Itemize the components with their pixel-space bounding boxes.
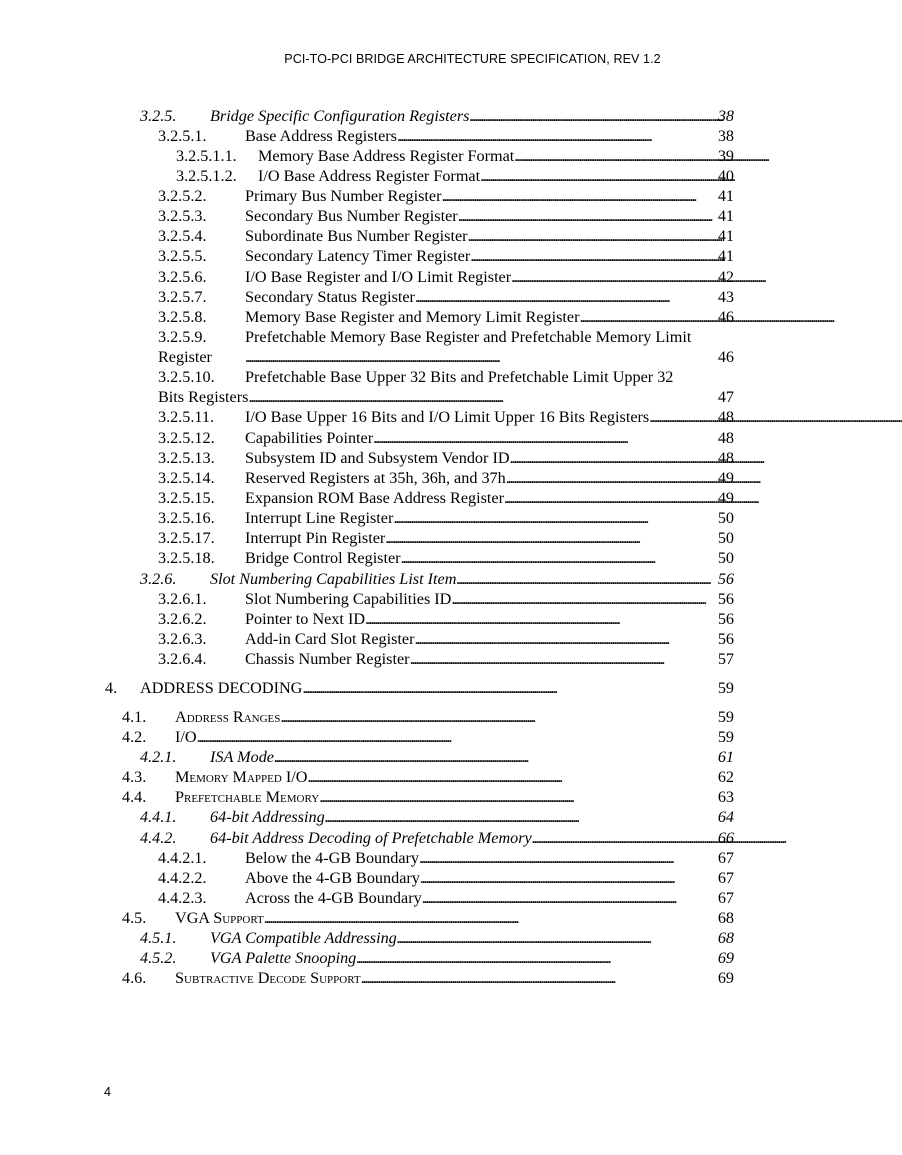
toc-entry-number: 3.2.5.12. bbox=[158, 429, 215, 447]
toc-entry-title: Across the 4-GB Boundary bbox=[245, 889, 422, 907]
toc-leader bbox=[470, 246, 717, 266]
toc-leader bbox=[274, 747, 717, 767]
toc-entry-title: Expansion ROM Base Address Register bbox=[245, 489, 504, 507]
toc-entry-title: VGA Palette Snooping bbox=[210, 949, 357, 967]
toc-entry-number: 3.2.5.18. bbox=[158, 549, 215, 567]
toc-entry-title: Memory Mapped I/O bbox=[175, 768, 308, 786]
toc-entry[interactable] bbox=[158, 287, 734, 307]
toc-entry-page: 48 bbox=[717, 408, 734, 426]
toc-entry-page: 66 bbox=[717, 829, 734, 847]
toc-leader bbox=[458, 206, 717, 226]
toc-entry-title: Slot Numbering Capabilities ID bbox=[245, 590, 452, 608]
toc-entry[interactable] bbox=[176, 146, 734, 166]
toc-entry[interactable] bbox=[158, 468, 734, 488]
toc-entry-number: 3.2.6.1. bbox=[158, 590, 207, 608]
toc-entry-title: Above the 4-GB Boundary bbox=[245, 869, 420, 887]
toc-entry-number: 3.2.6. bbox=[140, 570, 177, 588]
toc-leader bbox=[415, 287, 717, 307]
toc-entry[interactable] bbox=[158, 848, 734, 868]
toc-leader bbox=[401, 548, 717, 568]
toc-entry[interactable] bbox=[140, 106, 734, 126]
toc-entry-number: 4.4.1. bbox=[140, 808, 177, 826]
toc-entry-number: 3.2.5.1.1. bbox=[176, 147, 237, 165]
toc-entry-number: 4.4.2.1. bbox=[158, 849, 207, 867]
toc-leader bbox=[510, 448, 717, 468]
toc-entry-page: 67 bbox=[717, 869, 734, 887]
toc-entry-title: Interrupt Line Register bbox=[245, 509, 394, 527]
page-number: 4 bbox=[104, 1085, 111, 1099]
toc-entry-title: Add-in Card Slot Register bbox=[245, 630, 415, 648]
toc-entry-page: 41 bbox=[717, 227, 734, 245]
toc-entry-page: 59 bbox=[717, 679, 734, 697]
toc-entry-page: 59 bbox=[717, 728, 734, 746]
toc-entry[interactable] bbox=[158, 629, 734, 649]
toc-entry-number: 3.2.5.6. bbox=[158, 268, 207, 286]
toc-entry-page: 68 bbox=[717, 929, 734, 947]
toc-entry-number: 3.2.5.16. bbox=[158, 509, 215, 527]
toc-leader bbox=[504, 488, 717, 508]
toc-leader bbox=[245, 347, 717, 367]
toc-entry-page: 57 bbox=[717, 650, 734, 668]
toc-entry-number: 4.2. bbox=[122, 728, 147, 746]
toc-entry-page: 50 bbox=[717, 529, 734, 547]
toc-leader bbox=[506, 468, 717, 488]
toc-leader bbox=[397, 928, 717, 948]
toc-entry-title: Subordinate Bus Number Register bbox=[245, 227, 468, 245]
toc-entry-page: 69 bbox=[717, 949, 734, 967]
toc-leader bbox=[365, 609, 717, 629]
toc-entry[interactable] bbox=[158, 448, 734, 468]
toc-entry-title: VGA Compatible Addressing bbox=[210, 929, 397, 947]
toc-entry-page: 69 bbox=[717, 969, 734, 987]
toc-entry-number: 4.2.1. bbox=[140, 748, 177, 766]
toc-entry-title: ADDRESS DECODING bbox=[140, 679, 303, 697]
toc-entry-wrapped-second-line[interactable] bbox=[158, 347, 734, 367]
toc-entry-number: 3.2.5.5. bbox=[158, 247, 207, 265]
toc-leader bbox=[532, 828, 717, 848]
toc-entry[interactable] bbox=[158, 226, 734, 246]
toc-leader bbox=[325, 807, 717, 827]
toc-entry-title: ISA Mode bbox=[210, 748, 274, 766]
toc-entry[interactable] bbox=[158, 488, 734, 508]
toc-leader bbox=[356, 948, 717, 968]
toc-entry-wrapped-first-line[interactable] bbox=[158, 367, 673, 387]
toc-entry-page: 49 bbox=[717, 469, 734, 487]
toc-entry-page: 56 bbox=[717, 610, 734, 628]
toc-leader bbox=[264, 908, 717, 928]
toc-entry[interactable] bbox=[158, 307, 734, 327]
toc-entry-number: 3.2.5. bbox=[140, 107, 177, 125]
toc-leader bbox=[419, 848, 717, 868]
toc-leader bbox=[415, 629, 717, 649]
toc-entry[interactable] bbox=[122, 787, 734, 807]
toc-entry-title: Subtractive Decode Support bbox=[175, 969, 361, 987]
toc-entry-title: Secondary Bus Number Register bbox=[245, 207, 458, 225]
toc-entry-title: I/O Base Register and I/O Limit Register bbox=[245, 268, 512, 286]
toc-leader bbox=[361, 968, 717, 988]
toc-entry-page: 68 bbox=[717, 909, 734, 927]
toc-leader bbox=[422, 888, 717, 908]
toc-entry[interactable] bbox=[158, 868, 734, 888]
toc-leader bbox=[280, 707, 716, 727]
toc-entry-page: 46 bbox=[717, 308, 734, 326]
toc-entry-title: Slot Numbering Capabilities List Item bbox=[210, 570, 457, 588]
toc-entry-number: 4.4.2.3. bbox=[158, 889, 207, 907]
toc-leader bbox=[441, 186, 716, 206]
toc-entry[interactable] bbox=[158, 186, 734, 206]
toc-entry-number: 3.2.5.1.2. bbox=[176, 167, 237, 185]
toc-leader bbox=[248, 387, 716, 407]
toc-leader bbox=[393, 508, 716, 528]
toc-entry[interactable] bbox=[158, 508, 734, 528]
toc-entry[interactable] bbox=[140, 948, 734, 968]
toc-entry-number: 3.2.5.4. bbox=[158, 227, 207, 245]
toc-entry-page: 43 bbox=[717, 288, 734, 306]
toc-entry[interactable] bbox=[122, 908, 734, 928]
toc-entry-number: 3.2.6.3. bbox=[158, 630, 207, 648]
toc-entry-page: 50 bbox=[717, 509, 734, 527]
toc-entry-page: 61 bbox=[717, 748, 734, 766]
toc-leader bbox=[410, 649, 717, 669]
toc-entry-page: 41 bbox=[717, 247, 734, 265]
toc-entry-title: VGA Support bbox=[175, 909, 264, 927]
toc-entry-number: 3.2.6.2. bbox=[158, 610, 207, 628]
toc-entry-title: Pointer to Next ID bbox=[245, 610, 366, 628]
toc-entry-number: 3.2.5.9. bbox=[158, 328, 207, 346]
toc-entry[interactable] bbox=[122, 767, 734, 787]
toc-entry-title: 64-bit Address Decoding of Prefetchable Memory bbox=[210, 829, 532, 847]
toc-entry-title: Prefetchable Memory Base Register and Prefetchable Memory Limit bbox=[245, 328, 692, 346]
toc-entry[interactable] bbox=[158, 206, 734, 226]
toc-leader bbox=[319, 787, 717, 807]
toc-entry-title: Secondary Latency Timer Register bbox=[245, 247, 471, 265]
toc-entry-number: 3.2.5.1. bbox=[158, 127, 207, 145]
running-header: PCI-TO-PCI BRIDGE ARCHITECTURE SPECIFICATION, REV 1.2 bbox=[284, 52, 661, 66]
toc-entry[interactable] bbox=[158, 267, 734, 287]
toc-entry-number: 3.2.5.3. bbox=[158, 207, 207, 225]
toc-entry-title-continued: Register bbox=[158, 348, 212, 366]
toc-entry-page: 39 bbox=[717, 147, 734, 165]
toc-entry-title: Subsystem ID and Subsystem Vendor ID bbox=[245, 449, 510, 467]
toc-entry-title: Reserved Registers at 35h, 36h, and 37h bbox=[245, 469, 506, 487]
toc-entry[interactable] bbox=[140, 807, 734, 827]
toc-entry-number: 4. bbox=[105, 679, 118, 697]
toc-entry-title: Memory Base Register and Memory Limit Register bbox=[245, 308, 580, 326]
toc-entry[interactable] bbox=[158, 609, 734, 629]
toc-entry[interactable] bbox=[158, 428, 734, 448]
toc-leader bbox=[511, 267, 717, 287]
toc-entry-number: 4.5.1. bbox=[140, 929, 177, 947]
toc-entry[interactable] bbox=[158, 246, 734, 266]
toc-entry[interactable] bbox=[140, 747, 734, 767]
toc-leader bbox=[480, 166, 717, 186]
toc-entry-number: 3.2.5.14. bbox=[158, 469, 215, 487]
toc-entry-title: Prefetchable Base Upper 32 Bits and Prefetchable Limit Upper 32 bbox=[245, 368, 674, 386]
toc-entry[interactable] bbox=[158, 649, 734, 669]
toc-entry-number: 3.2.5.7. bbox=[158, 288, 207, 306]
toc-entry-title: I/O bbox=[175, 728, 197, 746]
toc-entry-number: 4.6. bbox=[122, 969, 147, 987]
toc-entry-page: 41 bbox=[717, 207, 734, 225]
toc-leader bbox=[397, 126, 717, 146]
toc-entry-title: Base Address Registers bbox=[245, 127, 397, 145]
toc-leader bbox=[385, 528, 717, 548]
toc-entry-page: 46 bbox=[717, 348, 734, 366]
toc-entry-number: 3.2.5.11. bbox=[158, 408, 215, 426]
toc-leader bbox=[451, 589, 716, 609]
toc-leader bbox=[579, 307, 716, 327]
toc-leader bbox=[468, 226, 717, 246]
toc-entry-title: I/O Base Upper 16 Bits and I/O Limit Upper 16 Bits Registers bbox=[245, 408, 650, 426]
toc-entry-title: 64-bit Addressing bbox=[210, 808, 325, 826]
toc-entry[interactable] bbox=[176, 166, 734, 186]
toc-entry-number: 4.4.2. bbox=[140, 829, 177, 847]
toc-entry-number: 3.2.5.10. bbox=[158, 368, 215, 386]
toc-entry-page: 56 bbox=[717, 570, 734, 588]
toc-entry-number: 3.2.5.8. bbox=[158, 308, 207, 326]
toc-leader bbox=[197, 727, 717, 747]
toc-entry[interactable] bbox=[158, 528, 734, 548]
toc-entry-title-continued: Bits Registers bbox=[158, 388, 249, 406]
toc-entry[interactable] bbox=[122, 707, 734, 727]
toc-entry[interactable] bbox=[140, 569, 734, 589]
toc-entry-page: 59 bbox=[717, 708, 734, 726]
toc-entry[interactable] bbox=[122, 968, 734, 988]
toc-entry-number: 3.2.5.17. bbox=[158, 529, 215, 547]
toc-entry-page: 64 bbox=[717, 808, 734, 826]
toc-entry-page: 47 bbox=[717, 388, 734, 406]
toc-entry-number: 3.2.5.15. bbox=[158, 489, 215, 507]
toc-entry-title: Memory Base Address Register Format bbox=[258, 147, 515, 165]
toc-entry-title: Prefetchable Memory bbox=[175, 788, 320, 806]
toc-entry-number: 3.2.6.4. bbox=[158, 650, 207, 668]
toc-entry-page: 42 bbox=[717, 268, 734, 286]
toc-entry-wrapped-second-line[interactable] bbox=[158, 387, 734, 407]
toc-entry-page: 48 bbox=[717, 429, 734, 447]
toc-entry-title: Secondary Status Register bbox=[245, 288, 415, 306]
toc-entry[interactable] bbox=[158, 126, 734, 146]
toc-entry-title: Chassis Number Register bbox=[245, 650, 410, 668]
toc-entry[interactable] bbox=[158, 589, 734, 609]
toc-leader bbox=[649, 407, 717, 427]
toc-entry[interactable] bbox=[158, 407, 734, 427]
toc-leader bbox=[307, 767, 716, 787]
toc-entry-number: 3.2.5.13. bbox=[158, 449, 215, 467]
toc-entry-page: 56 bbox=[717, 590, 734, 608]
toc-entry[interactable] bbox=[158, 888, 734, 908]
toc-entry-title: Primary Bus Number Register bbox=[245, 187, 442, 205]
toc-entry-title: Bridge Specific Configuration Registers bbox=[210, 107, 470, 125]
toc-entry-page: 49 bbox=[717, 489, 734, 507]
toc-entry-page: 67 bbox=[717, 889, 734, 907]
toc-entry-number: 4.4. bbox=[122, 788, 147, 806]
toc-entry-page: 38 bbox=[717, 107, 734, 125]
toc-entry-title: Bridge Control Register bbox=[245, 549, 401, 567]
toc-entry-page: 67 bbox=[717, 849, 734, 867]
toc-entry[interactable] bbox=[140, 928, 734, 948]
toc-leader bbox=[420, 868, 717, 888]
toc-entry-number: 4.5. bbox=[122, 909, 147, 927]
toc-entry-page: 48 bbox=[717, 449, 734, 467]
toc-entry[interactable] bbox=[140, 828, 734, 848]
toc-entry-page: 63 bbox=[717, 788, 734, 806]
toc-entry-page: 38 bbox=[717, 127, 734, 145]
toc-entry-number: 4.1. bbox=[122, 708, 147, 726]
toc-entry-page: 62 bbox=[717, 768, 734, 786]
toc-leader bbox=[302, 678, 716, 698]
toc-entry-number: 4.3. bbox=[122, 768, 147, 786]
toc-entry-page: 56 bbox=[717, 630, 734, 648]
toc-entry-page: 40 bbox=[717, 167, 734, 185]
toc-chapter-entry[interactable] bbox=[105, 678, 734, 698]
toc-leader bbox=[514, 146, 717, 166]
toc-entry-title: I/O Base Address Register Format bbox=[258, 167, 481, 185]
toc-entry[interactable] bbox=[158, 548, 734, 568]
toc-entry-wrapped-first-line[interactable] bbox=[158, 327, 691, 347]
toc-entry-title: Address Ranges bbox=[175, 708, 281, 726]
toc-entry-number: 4.4.2.2. bbox=[158, 869, 207, 887]
toc-entry-page: 50 bbox=[717, 549, 734, 567]
toc-leader bbox=[456, 569, 716, 589]
toc-entry-title: Below the 4-GB Boundary bbox=[245, 849, 419, 867]
toc-entry-title: Capabilities Pointer bbox=[245, 429, 374, 447]
toc-entry-number: 4.5.2. bbox=[140, 949, 177, 967]
toc-entry[interactable] bbox=[122, 727, 734, 747]
toc-entry-title: Interrupt Pin Register bbox=[245, 529, 386, 547]
toc-entry-number: 3.2.5.2. bbox=[158, 187, 207, 205]
toc-leader bbox=[373, 428, 717, 448]
toc-entry-page: 41 bbox=[717, 187, 734, 205]
toc-leader bbox=[469, 106, 716, 126]
